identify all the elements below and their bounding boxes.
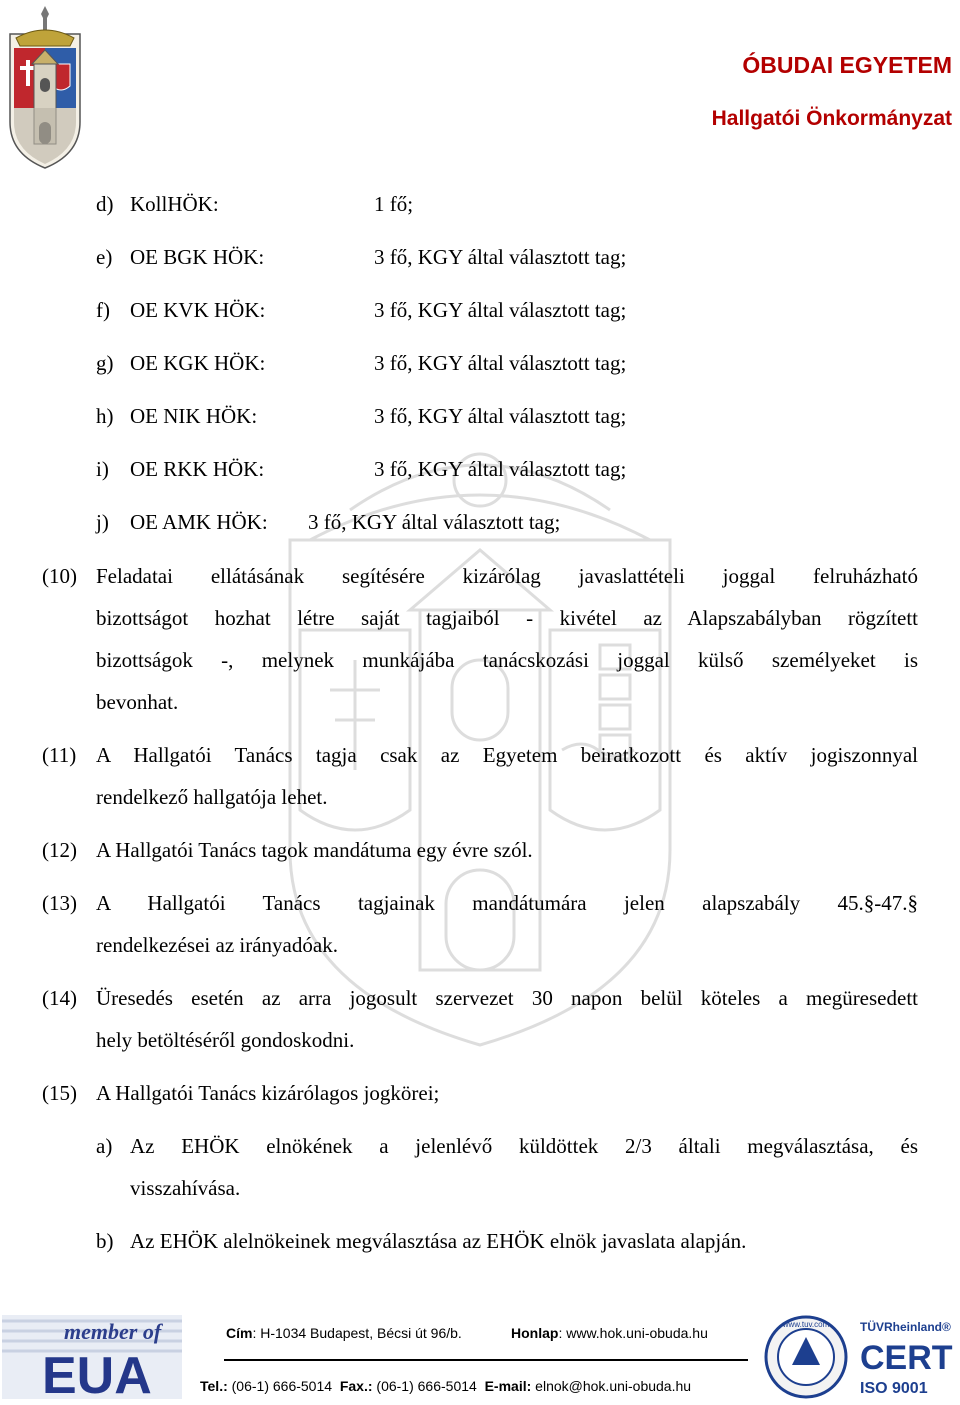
paragraph-line: bizottságot hozhat létre saját tagjaiból - kivétel az Alapszabályban rögzített	[96, 606, 918, 630]
list-item-value: 3 fő, KGY által választott tag;	[374, 457, 627, 481]
paragraph-line: hely betöltéséről gondoskodni.	[96, 1028, 355, 1052]
svg-text:TÜVRheinland®: TÜVRheinland®	[860, 1320, 951, 1334]
sub-item-line: visszahívása.	[130, 1176, 241, 1200]
list-item-value: 3 fő, KGY által választott tag;	[374, 245, 627, 269]
paragraph-line: A Hallgatói Tanács kizárólagos jogkörei;	[96, 1081, 440, 1105]
list-item-marker: i)	[96, 457, 109, 481]
paragraph-number: (15)	[42, 1081, 77, 1105]
tuv-cert-logo	[762, 1313, 958, 1401]
list-item-value: 3 fő, KGY által választott tag;	[374, 298, 627, 322]
footer-contacts: Tel.: (06-1) 666-5014 Fax.: (06-1) 666-5014 E-mail: elnok@hok.uni-obuda.hu	[200, 1378, 692, 1394]
paragraph-line: Üresedés esetén az arra jogosult szervezet 30 napon belül köteles a megüresedett	[96, 986, 918, 1010]
paragraph-number: (13)	[42, 891, 77, 915]
list-item-value: 3 fő, KGY által választott tag;	[374, 351, 627, 375]
sub-item-marker: b)	[96, 1229, 114, 1253]
svg-text:CERT: CERT	[860, 1339, 953, 1377]
list-item-marker: h)	[96, 404, 114, 428]
list-item-value: 3 fő, KGY által választott tag;	[374, 404, 627, 428]
list-item-label: KollHÖK:	[130, 192, 219, 216]
list-item-label: OE NIK HÖK:	[130, 404, 258, 428]
list-item-value: 1 fő;	[374, 192, 414, 216]
list-item-label: OE AMK HÖK:	[130, 510, 268, 534]
paragraph-number: (11)	[42, 743, 77, 767]
list-item-marker: g)	[96, 351, 114, 375]
list-item-label: OE KGK HÖK:	[130, 351, 266, 375]
svg-text:www.tuv.com: www.tuv.com	[782, 1320, 830, 1329]
list-item-label: OE RKK HÖK:	[130, 457, 265, 481]
list-item-marker: f)	[96, 298, 110, 322]
paragraph-line: A Hallgatói Tanács tagok mandátuma egy évre szól.	[96, 838, 533, 862]
sub-item-line: Az EHÖK elnökének a jelenlévő küldöttek 2/3 általi megválasztása, és	[130, 1134, 918, 1158]
list-item-value: 3 fő, KGY által választott tag;	[308, 510, 561, 534]
university-crest-logo	[6, 4, 84, 170]
paragraph-line: Feladatai ellátásának segítésére kizárólag javaslattételi joggal felruházható	[96, 564, 918, 588]
svg-text:member of: member of	[64, 1319, 162, 1344]
paragraph-number: (12)	[42, 838, 77, 862]
list-item-label: OE BGK HÖK:	[130, 245, 265, 269]
list-item-marker: j)	[96, 510, 109, 534]
organization-name: Hallgatói Önkormányzat	[711, 107, 952, 130]
list-item-marker: d)	[96, 192, 114, 216]
svg-text:EUA: EUA	[42, 1347, 152, 1399]
footer-address: Cím: H-1034 Budapest, Bécsi út 96/b.	[226, 1325, 462, 1341]
university-name: ÓBUDAI EGYETEM	[742, 52, 952, 78]
sub-item-line: Az EHÖK alelnökeinek megválasztása az EHÖK elnök javaslata alapján.	[130, 1229, 747, 1253]
footer-website: Honlap: www.hok.uni-obuda.hu	[511, 1325, 708, 1341]
list-item-label: OE KVK HÖK:	[130, 298, 266, 322]
paragraph-line: bevonhat.	[96, 690, 179, 714]
footer-divider	[224, 1359, 748, 1361]
paragraph-line: A Hallgatói Tanács tagjainak mandátumára jelen alapszabály 45.§-47.§	[96, 891, 918, 915]
paragraph-line: rendelkezései az irányadóak.	[96, 933, 338, 957]
paragraph-number: (10)	[42, 564, 77, 588]
svg-text:ISO 9001: ISO 9001	[860, 1380, 928, 1397]
paragraph-number: (14)	[42, 986, 77, 1010]
paragraph-line: bizottságok -, melynek munkájába tanácskozási joggal külső személyeket is	[96, 648, 918, 672]
list-item-marker: e)	[96, 245, 113, 269]
eua-member-logo	[2, 1315, 182, 1399]
sub-item-marker: a)	[96, 1134, 113, 1158]
paragraph-line: rendelkező hallgatója lehet.	[96, 785, 328, 809]
paragraph-line: A Hallgatói Tanács tagja csak az Egyetem beiratkozott és aktív jogiszonnyal	[96, 743, 918, 767]
